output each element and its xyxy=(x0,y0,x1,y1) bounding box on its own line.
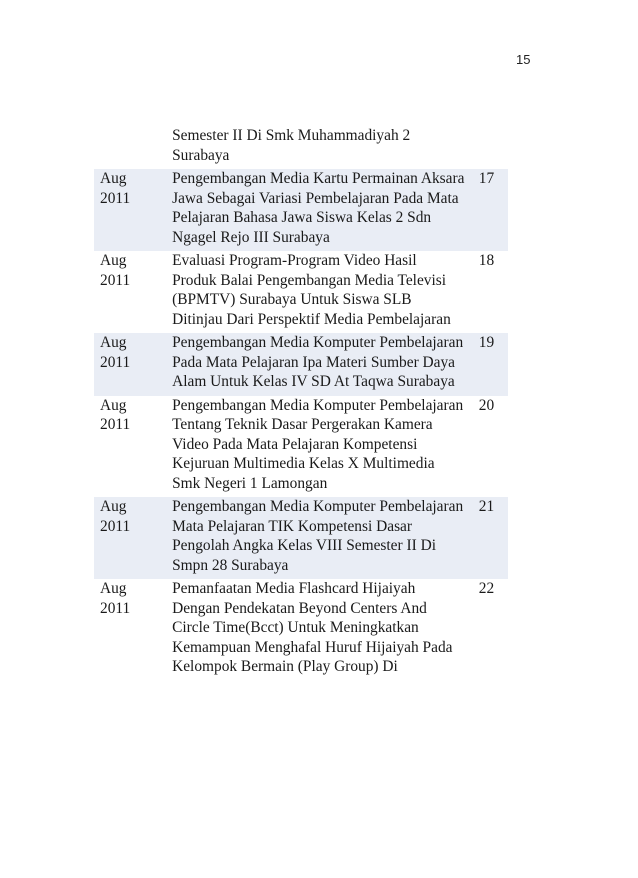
entry-page-number: 20 xyxy=(478,396,495,414)
entry-title: Pengembangan Media Komputer Pembelajaran Pada Mata Pelajaran Ipa Materi Sumber Daya Alam Untuk Kelas IV SD At Taqwa Surabaya xyxy=(162,333,471,396)
entry-page-number xyxy=(471,126,508,169)
entry-year: 2011 xyxy=(100,271,131,289)
entry-year: 2011 xyxy=(100,189,131,207)
entry-page-number: 18 xyxy=(478,252,495,269)
entry-page-number: 19 xyxy=(471,333,508,396)
date-cell xyxy=(94,579,162,681)
date-cell xyxy=(94,497,162,579)
document-list-table xyxy=(94,126,508,681)
entry-title: Semester II Di Smk Muhammadiyah 2 Surabaya xyxy=(172,127,411,164)
entry-title: Pengembangan Media Kartu Permainan Aksara Jawa Sebagai Variasi Pembelajaran Pada Mata Pelajaran Bahasa Jawa Siswa Kelas 2 Sdn Ngagel Rejo III Surabaya xyxy=(162,169,471,251)
table-row xyxy=(94,497,508,579)
entry-month: Aug xyxy=(100,170,127,187)
date-cell xyxy=(94,169,162,251)
table-row xyxy=(94,251,508,333)
date-cell xyxy=(94,396,162,498)
entry-title: Pemanfaatan Media Flashcard Hijaiyah Dengan Pendekatan Beyond Centers And Circle Time(Bcct) Untuk Meningkatkan Kemampuan Menghafal Huruf Hijaiyah Pada Kelompok Bermain (Play Group) Di xyxy=(172,580,453,675)
table-row xyxy=(94,579,508,681)
entry-month: Aug xyxy=(100,580,127,597)
table-row xyxy=(94,169,508,251)
entry-year: 2011 xyxy=(100,517,131,535)
entry-page-number: 22 xyxy=(478,580,495,597)
date-cell xyxy=(94,333,162,396)
entry-title: Pengembangan Media Komputer Pembelajaran Tentang Teknik Dasar Pergerakan Kamera Video Pada Mata Pelajaran Kompetensi Kejuruan Multimedia Kelas X Multimedia Smk Negeri 1 Lamongan xyxy=(172,396,464,492)
table-row xyxy=(94,396,508,498)
entry-title: Evaluasi Program-Program Video Hasil Produk Balai Pengembangan Media Televisi (BPMTV) Surabaya Untuk Siswa SLB Ditinjau Dari Perspektif Media Pembelajaran xyxy=(172,252,451,328)
entry-month: Aug xyxy=(100,252,127,269)
page-number: 15 xyxy=(516,52,531,67)
entry-month: Aug xyxy=(100,498,127,515)
table-row xyxy=(94,126,508,169)
entry-page-number: 17 xyxy=(471,169,508,251)
entry-year: 2011 xyxy=(100,416,131,433)
entry-year: 2011 xyxy=(100,599,131,617)
entry-month: Aug xyxy=(100,334,127,351)
date-cell xyxy=(94,126,162,169)
date-cell xyxy=(94,251,162,333)
entry-month: Aug xyxy=(100,396,127,414)
entry-year: 2011 xyxy=(100,353,131,371)
entry-page-number: 21 xyxy=(471,497,508,579)
table-row xyxy=(94,333,508,396)
entry-title: Pengembangan Media Komputer Pembelajaran Mata Pelajaran TIK Kompetensi Dasar Pengolah Angka Kelas VIII Semester II Di Smpn 28 Surabaya xyxy=(162,497,471,579)
